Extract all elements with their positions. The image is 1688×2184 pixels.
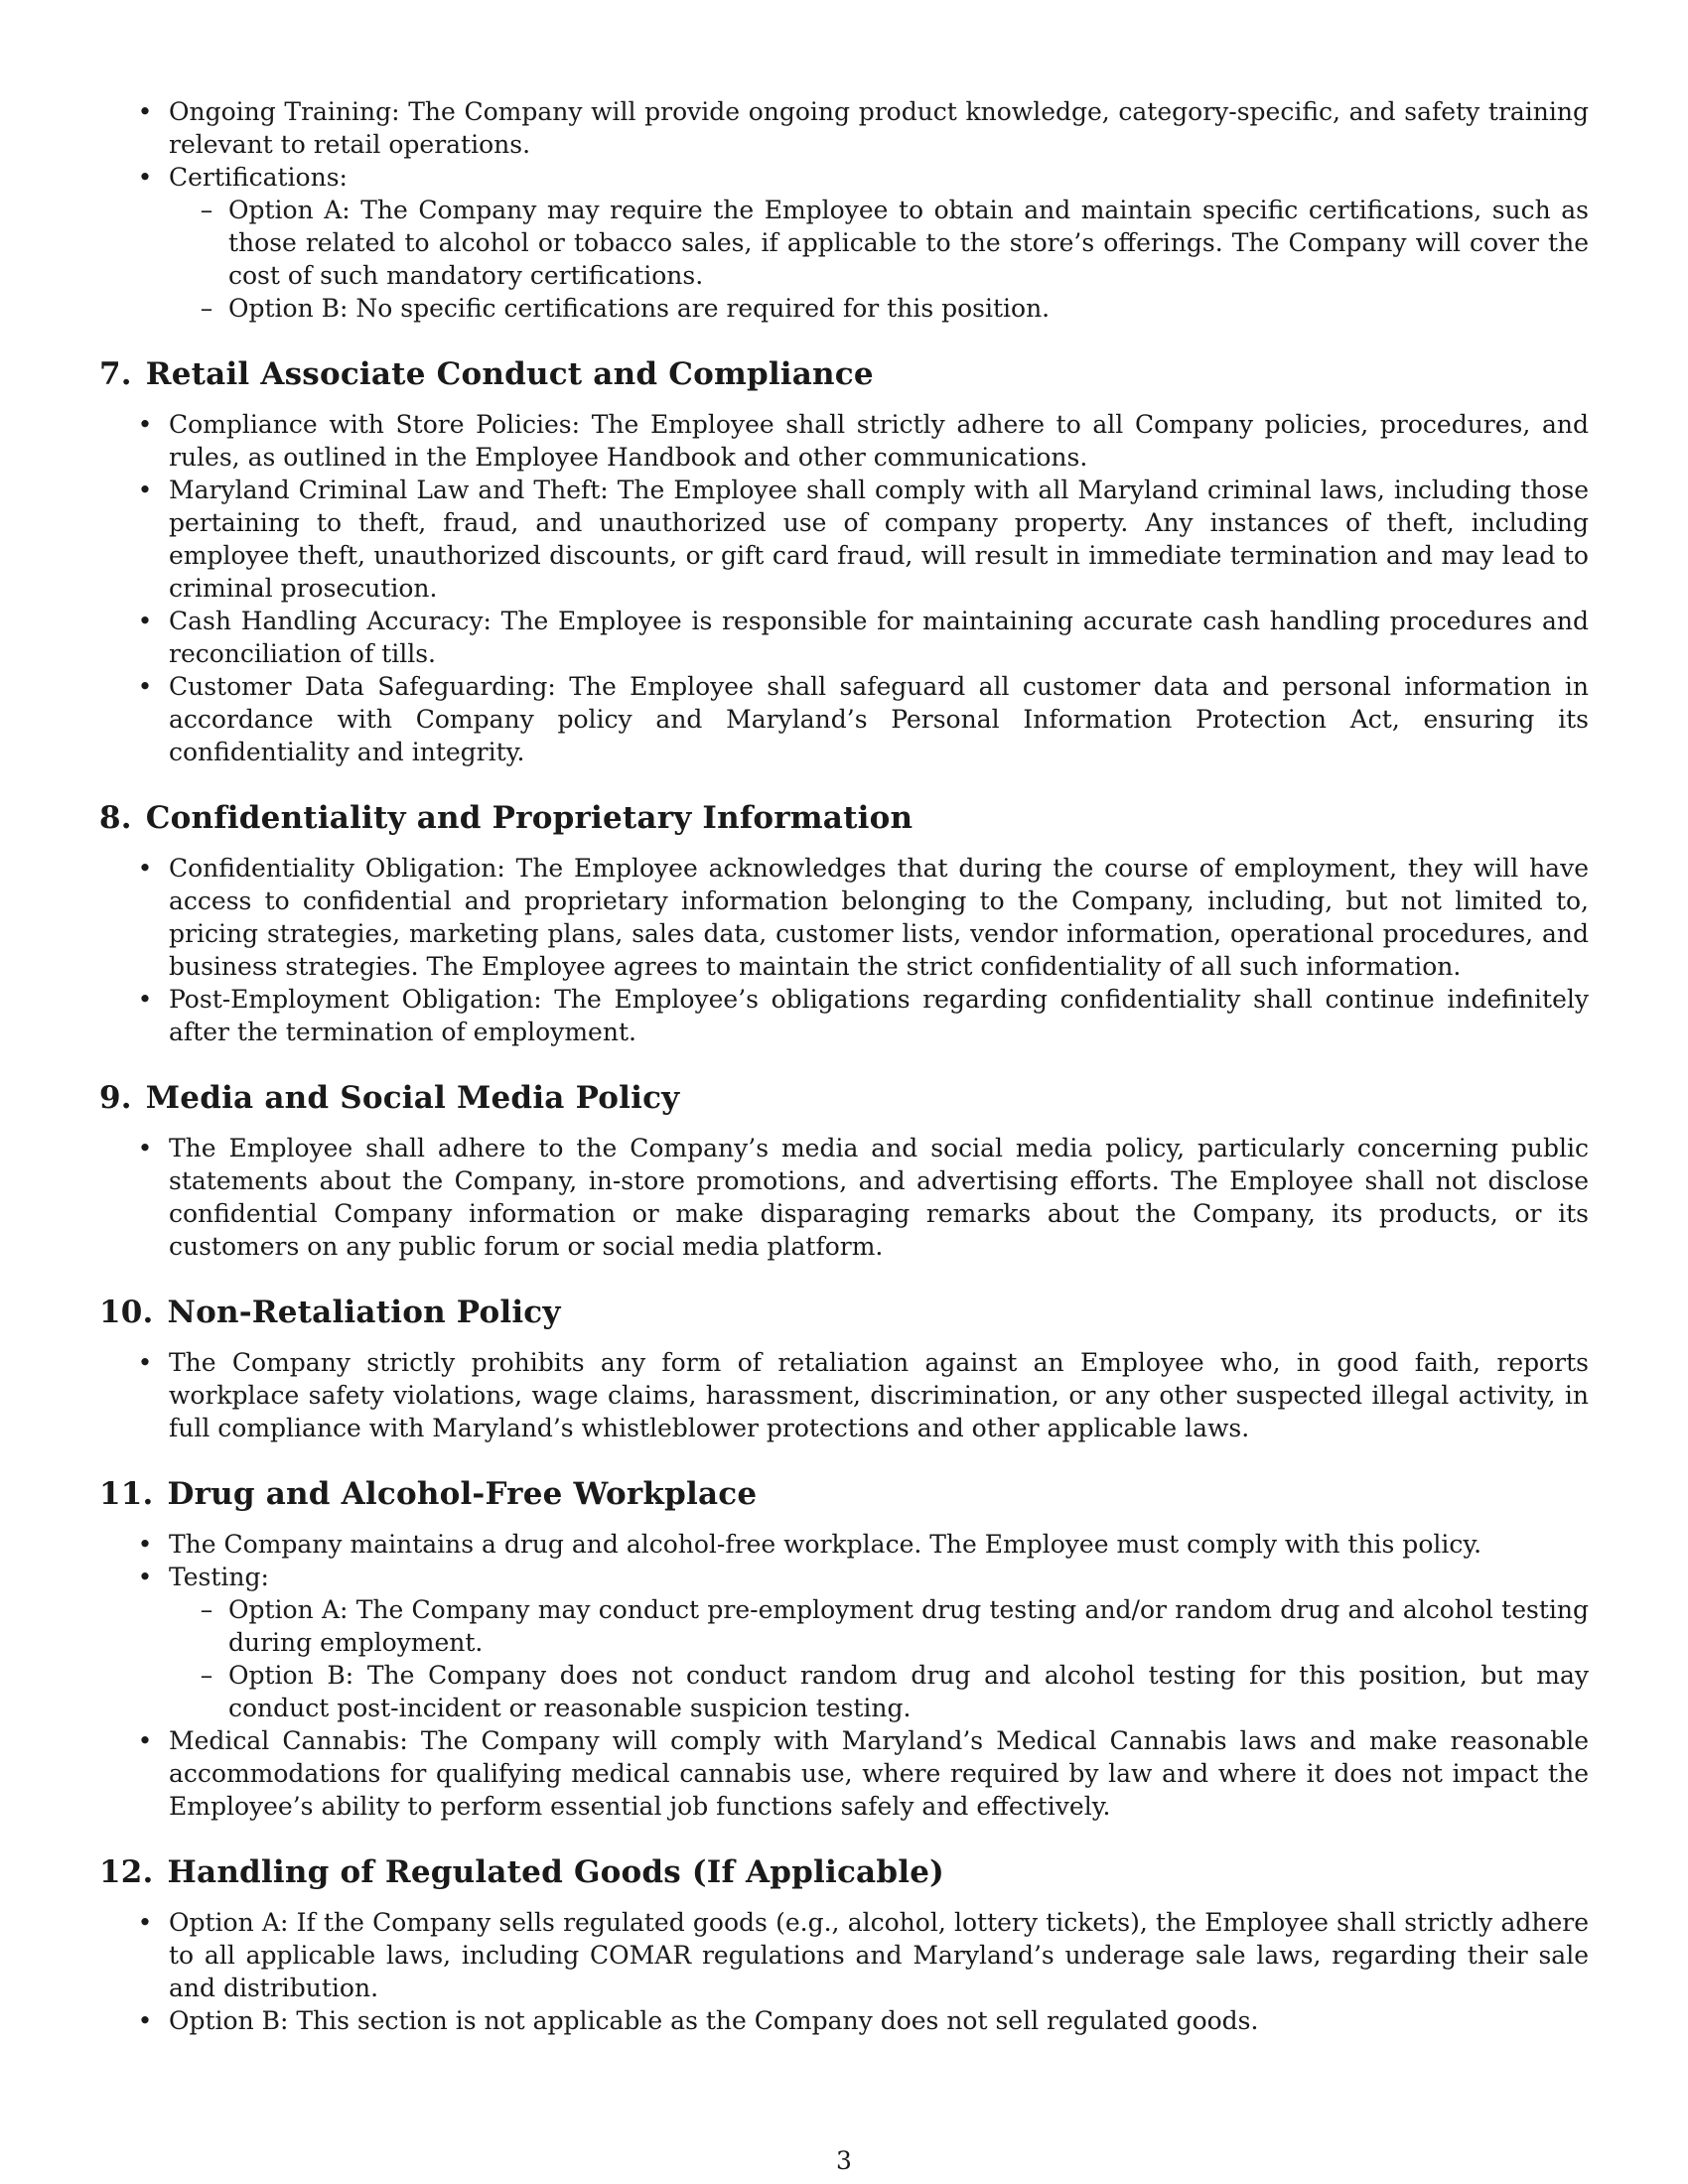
bullet-icon: • — [137, 1908, 153, 1937]
section-number: 9. — [99, 1080, 132, 1116]
section-title: Retail Associate Conduct and Compliance — [145, 356, 874, 392]
section-number: 10. — [99, 1295, 154, 1330]
bullet-icon: • — [137, 607, 153, 635]
section-list — [99, 1528, 1589, 1823]
section-10 — [99, 1293, 1589, 1444]
sub-list-item-text: Option A: The Company may conduct pre-employment drug testing and/or random drug and alcohol testing during employment. — [228, 1595, 1589, 1657]
bullet-icon: • — [137, 97, 153, 126]
section-title: Drug and Alcohol-Free Workplace — [167, 1476, 758, 1512]
section-heading — [99, 798, 1589, 838]
section-list — [99, 408, 1589, 768]
sub-list-item-text: Option B: The Company does not conduct random drug and alcohol testing for this position, but may conduct post-incident or reasonable suspicion testing. — [228, 1661, 1589, 1722]
list-item — [99, 670, 1589, 768]
list-item-text: Option A: If the Company sells regulated goods (e.g., alcohol, lottery tickets), the Employee shall strictly adhere to all applicable laws, including COMAR regulations and Maryland’s underage sale laws, regarding their sale and distribution. — [169, 1908, 1589, 2002]
bullet-icon: • — [137, 1726, 153, 1755]
section-8 — [99, 798, 1589, 1048]
sub-list-item — [169, 1593, 1589, 1659]
bullet-icon: • — [137, 1530, 153, 1559]
section-list — [99, 852, 1589, 1048]
list-item-text: Cash Handling Accuracy: The Employee is responsible for maintaining accurate cash handling procedures and reconciliation of tills. — [169, 607, 1589, 668]
list-item — [99, 408, 1589, 474]
sub-list-item-text: Option B: No specific certifications are required for this position. — [228, 294, 1051, 323]
list-item-text: Testing: — [169, 1563, 269, 1591]
section-title: Confidentiality and Proprietary Information — [145, 800, 914, 836]
list-item-text: Compliance with Store Policies: The Employee shall strictly adhere to all Company policies, procedures, and rules, as outlined in the Employee Handbook and other communications. — [169, 410, 1589, 472]
section-title: Non-Retaliation Policy — [167, 1295, 561, 1330]
section-12 — [99, 1852, 1589, 2037]
list-item — [99, 983, 1589, 1048]
list-item — [99, 1724, 1589, 1823]
list-item — [99, 95, 1589, 161]
bullet-icon: • — [137, 1134, 153, 1162]
list-item — [99, 1346, 1589, 1444]
section-title: Media and Social Media Policy — [145, 1080, 680, 1116]
list-item-text: Customer Data Safeguarding: The Employee shall safeguard all customer data and personal information in accordance with Company policy and Maryland’s Personal Information Protection Act, ensuring its confidentiality and integrity. — [169, 672, 1589, 766]
list-item — [99, 1132, 1589, 1263]
section-7 — [99, 354, 1589, 768]
list-item-text: Medical Cannabis: The Company will comply with Maryland’s Medical Cannabis laws and make reasonable accommodations for qualifying medical cannabis use, where required by law and where it does not impact the Employee’s ability to perform essential job functions safely and effectively. — [169, 1726, 1589, 1821]
section-9 — [99, 1078, 1589, 1263]
bullet-icon: • — [137, 854, 153, 883]
list-item-text: Post-Employment Obligation: The Employee’s obligations regarding confidentiality shall continue indefinitely after the termination of employment. — [169, 985, 1589, 1046]
section-heading — [99, 354, 1589, 394]
bullet-icon: • — [137, 985, 153, 1014]
list-item — [99, 852, 1589, 983]
section-heading — [99, 1852, 1589, 1892]
section-list — [99, 1906, 1589, 2037]
section-number: 7. — [99, 356, 132, 392]
list-item-text: Certifications: — [169, 163, 348, 192]
bullet-icon: • — [137, 672, 153, 701]
list-item-text: Ongoing Training: The Company will provide ongoing product knowledge, category-specific, and safety training relevant to retail operations. — [169, 97, 1589, 159]
bullet-icon: • — [137, 2006, 153, 2035]
sub-list — [169, 194, 1589, 325]
list-item — [99, 161, 1589, 325]
list-item — [99, 1528, 1589, 1561]
list-item — [99, 1906, 1589, 2004]
section-heading — [99, 1078, 1589, 1118]
intro-list — [99, 95, 1589, 325]
list-item — [99, 605, 1589, 670]
dash-icon: – — [200, 294, 213, 323]
document-page — [99, 95, 1589, 2037]
list-item-text: Maryland Criminal Law and Theft: The Employee shall comply with all Maryland criminal laws, including those pertaining to theft, fraud, and unauthorized use of company property. Any instances of theft, including employee theft, unauthorized discounts, or gift card fraud, will result in immediate termination and may lead to criminal prosecution. — [169, 476, 1589, 603]
list-item-text: The Company strictly prohibits any form of retaliation against an Employee who, in good faith, reports workplace safety violations, wage claims, harassment, discrimination, or any other suspected illegal activity, in full compliance with Maryland’s whistleblower protections and other applicable laws. — [169, 1348, 1589, 1442]
section-number: 11. — [99, 1476, 154, 1512]
bullet-icon: • — [137, 1348, 153, 1377]
section-number: 8. — [99, 800, 132, 836]
section-11 — [99, 1474, 1589, 1823]
list-item-text: Confidentiality Obligation: The Employee acknowledges that during the course of employment, they will have access to confidential and proprietary information belonging to the Company, including, but not limited to, pricing strategies, marketing plans, sales data, customer lists, vendor information, operational procedures, and business strategies. The Employee agrees to maintain the strict confidentiality of all such information. — [169, 854, 1589, 981]
bullet-icon: • — [137, 1563, 153, 1591]
dash-icon: – — [200, 196, 213, 224]
sub-list-item-text: Option A: The Company may require the Employee to obtain and maintain specific certifications, such as those related to alcohol or tobacco sales, if applicable to the store’s offerings. The Company will cover the cost of such mandatory certifications. — [228, 196, 1589, 290]
section-number: 12. — [99, 1854, 154, 1890]
bullet-icon: • — [137, 410, 153, 439]
list-item-text: The Company maintains a drug and alcohol-free workplace. The Employee must comply with this policy. — [169, 1530, 1482, 1559]
section-heading — [99, 1293, 1589, 1332]
list-item — [99, 1561, 1589, 1724]
section-title: Handling of Regulated Goods (If Applicable) — [167, 1854, 944, 1890]
list-item — [99, 474, 1589, 605]
section-list — [99, 1346, 1589, 1444]
dash-icon: – — [200, 1595, 213, 1624]
sub-list-item — [169, 1659, 1589, 1724]
dash-icon: – — [200, 1661, 213, 1690]
section-heading — [99, 1474, 1589, 1514]
sub-list — [169, 1593, 1589, 1724]
list-item-text: Option B: This section is not applicable as the Company does not sell regulated goods. — [169, 2006, 1259, 2035]
page-number: 3 — [836, 2146, 852, 2175]
list-item-text: The Employee shall adhere to the Company’s media and social media policy, particularly concerning public statements about the Company, in-store promotions, and advertising efforts. The Employee shall not disclose confidential Company information or make disparaging remarks about the Company, its products, or its customers on any public forum or social media platform. — [169, 1134, 1589, 1261]
sub-list-item — [169, 292, 1589, 325]
bullet-icon: • — [137, 476, 153, 504]
bullet-icon: • — [137, 163, 153, 192]
sub-list-item — [169, 194, 1589, 292]
section-list — [99, 1132, 1589, 1263]
list-item — [99, 2004, 1589, 2037]
